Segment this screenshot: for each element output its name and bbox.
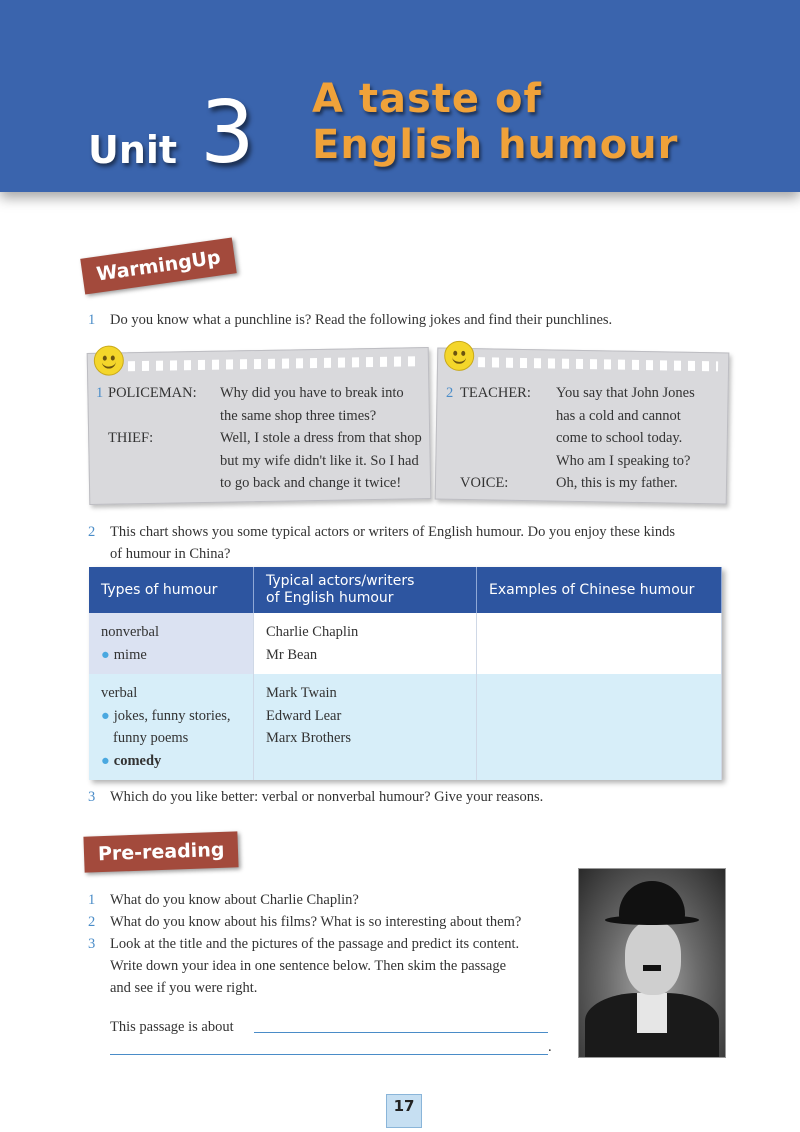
bullet-icon: ●	[101, 646, 110, 663]
speaker-label: VOICE:	[460, 475, 509, 491]
joke-line: to go back and change it twice!	[220, 475, 402, 491]
humour-type: nonverbal	[101, 624, 159, 640]
answer-prompt: This passage is about	[110, 1019, 234, 1035]
unit-banner	[0, 0, 800, 192]
answer-line-1[interactable]	[254, 1032, 548, 1033]
table-cell-blank[interactable]	[477, 613, 722, 674]
joke-line: but my wife didn't like it. So I had	[220, 452, 419, 469]
speaker-label: THIEF:	[108, 430, 154, 446]
humour-table	[89, 567, 722, 780]
warming-up-tag: WarmingUp	[80, 238, 236, 295]
table-cell-blank[interactable]	[477, 674, 722, 780]
actor-name: Mark Twain	[266, 685, 337, 701]
actor-name: Charlie Chaplin	[266, 624, 359, 640]
answer-line-2[interactable]	[110, 1054, 548, 1055]
question-text: This chart shows you some typical actors or writers of English humour. Do you enjoy these kinds	[110, 524, 676, 540]
joke-line: You say that John Jones	[556, 385, 695, 401]
question-text: What do you know about his films? What is so interesting about them?	[110, 914, 522, 930]
warming-question-2	[88, 521, 675, 565]
joke-2-text	[446, 382, 695, 495]
question-number: 2	[88, 914, 96, 930]
joke-line: Who am I speaking to?	[556, 452, 691, 469]
speaker-label: POLICEMAN:	[108, 385, 197, 401]
paper-holes	[128, 356, 418, 371]
unit-title-line1: A taste of	[312, 76, 542, 122]
header-line: of English humour	[266, 590, 394, 606]
joke-number: 2	[446, 385, 454, 401]
smiley-icon	[94, 345, 125, 376]
table-cell	[89, 674, 254, 780]
joke-line: Oh, this is my father.	[556, 475, 678, 491]
humour-subtype: funny poems	[113, 730, 189, 746]
table-cell	[89, 613, 254, 674]
actor-name: Mr Bean	[266, 646, 318, 663]
paper-holes	[478, 357, 718, 371]
bullet-icon: ●	[101, 752, 110, 769]
question-text: of humour in China?	[110, 546, 231, 562]
humour-subtype: mime	[113, 646, 147, 663]
humour-subtype: jokes, funny stories,	[113, 707, 231, 724]
unit-number: 3	[200, 83, 255, 183]
question-number: 3	[88, 789, 96, 805]
question-text: Do you know what a punchline is? Read the following jokes and find their punchlines.	[110, 312, 613, 328]
humour-type: verbal	[101, 685, 138, 701]
joke-line: the same shop three times?	[220, 407, 377, 424]
table-row	[89, 674, 722, 780]
charlie-chaplin-photo	[578, 868, 726, 1058]
actor-name: Marx Brothers	[266, 730, 351, 746]
question-text: Write down your idea in one sentence below. Then skim the passage	[110, 958, 507, 974]
question-number: 1	[88, 312, 96, 328]
joke-line: Well, I stole a dress from that shop	[220, 430, 422, 446]
question-text: Which do you like better: verbal or nonverbal humour? Give your reasons.	[110, 789, 544, 805]
speaker-label: TEACHER:	[460, 385, 531, 401]
question-number: 2	[88, 524, 96, 540]
pre-reading-questions	[88, 889, 521, 999]
question-number: 1	[88, 892, 96, 908]
joke-line: has a cold and cannot	[556, 407, 681, 424]
joke-line: Why did you have to break into	[220, 385, 404, 401]
question-number: 3	[88, 936, 96, 952]
actor-name: Edward Lear	[266, 707, 342, 724]
warming-question-3	[88, 786, 543, 808]
table-cell	[254, 613, 477, 674]
warming-question-1	[88, 309, 612, 331]
joke-number: 1	[96, 385, 104, 401]
column-header: Examples of Chinese humour	[477, 567, 722, 613]
joke-line: come to school today.	[556, 430, 683, 446]
header-line: Typical actors/writers	[266, 573, 415, 589]
page-number: 17	[386, 1094, 422, 1128]
table-cell	[254, 674, 477, 780]
pre-reading-tag: Pre-reading	[83, 831, 239, 872]
column-header	[254, 567, 477, 613]
joke-1-text	[96, 382, 422, 495]
question-text: Look at the title and the pictures of the passage and predict its content.	[110, 936, 520, 952]
question-text: What do you know about Charlie Chaplin?	[110, 892, 359, 908]
column-header: Types of humour	[89, 567, 254, 613]
smiley-icon	[444, 341, 475, 372]
unit-title-line2: English humour	[312, 122, 679, 168]
question-text: and see if you were right.	[110, 980, 258, 996]
bullet-icon: ●	[101, 707, 110, 724]
unit-word: Unit	[88, 128, 178, 172]
table-row	[89, 613, 722, 674]
humour-subtype: comedy	[113, 752, 162, 769]
table-header-row	[89, 567, 722, 613]
answer-period: .	[548, 1039, 552, 1055]
